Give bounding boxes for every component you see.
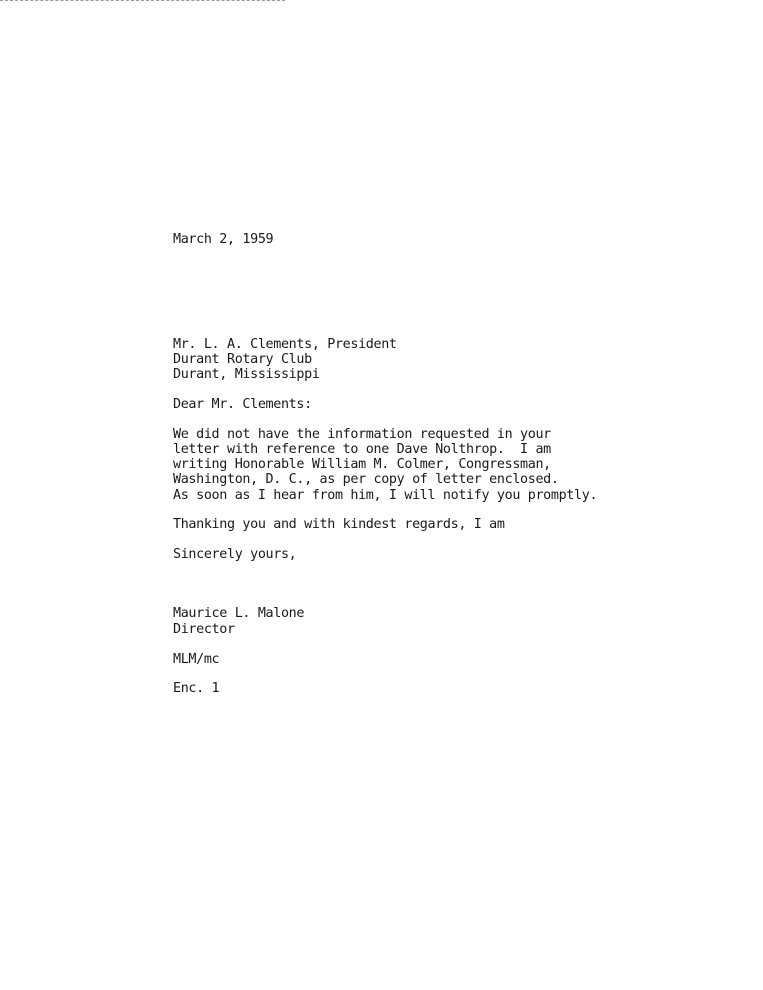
signer-title: Director [173, 622, 235, 637]
recipient-name-line: Mr. L. A. Clements, President [173, 337, 397, 352]
salutation: Dear Mr. Clements: [173, 397, 312, 412]
body-line: As soon as I hear from him, I will notify you promptly. [173, 488, 598, 503]
body-line: Washington, D. C., as per copy of letter enclosed. [173, 472, 559, 487]
recipient-location-line: Durant, Mississippi [173, 367, 320, 382]
recipient-organization-line: Durant Rotary Club [173, 352, 312, 367]
enclosure-notation: Enc. 1 [173, 681, 220, 696]
body-line: We did not have the information requested in your [173, 427, 551, 442]
reference-initials: MLM/mc [173, 652, 220, 667]
page-top-edge [0, 0, 285, 1]
complimentary-close: Sincerely yours, [173, 547, 297, 562]
body-line: writing Honorable William M. Colmer, Congressman, [173, 457, 551, 472]
closing-paragraph: Thanking you and with kindest regards, I am [173, 517, 505, 532]
signer-name: Maurice L. Malone [173, 606, 305, 621]
body-line: letter with reference to one Dave Nolthrop. I am [173, 442, 551, 457]
letter-date: March 2, 1959 [173, 232, 274, 247]
